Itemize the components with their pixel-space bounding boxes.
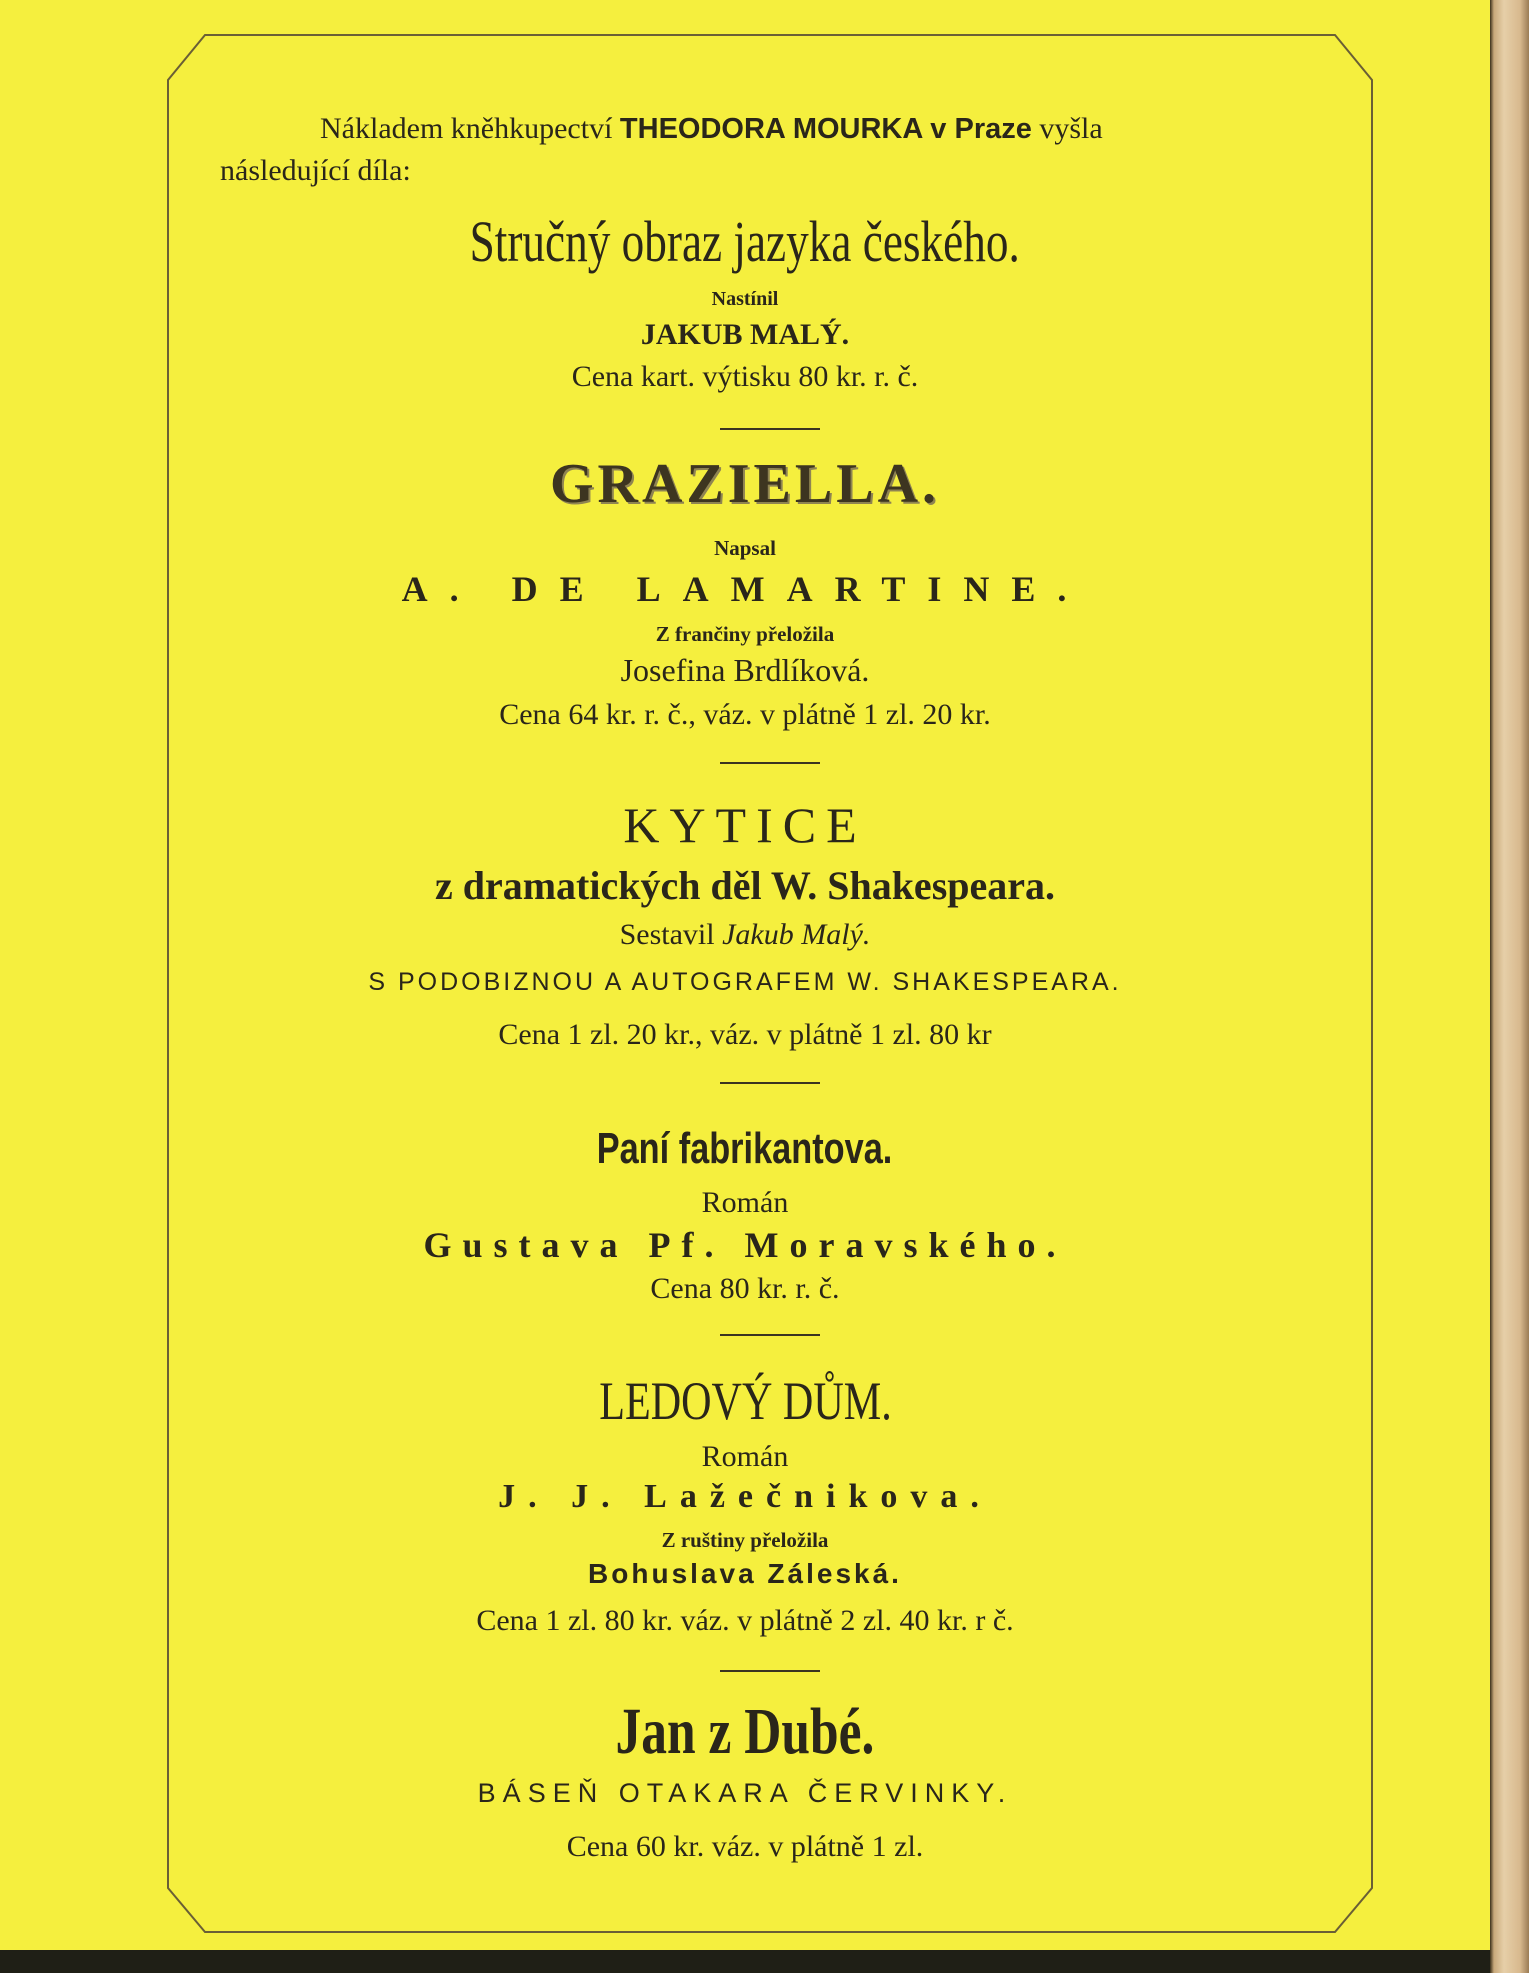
book-1-credit-label: Nastínil <box>711 288 779 310</box>
book-1-author: JAKUB MALÝ. <box>640 318 850 351</box>
book-2-title: GRAZIELLA. <box>549 453 941 515</box>
divider-3 <box>720 1082 820 1084</box>
book-5-price: Cena 1 zl. 80 kr. váz. v plátně 2 zl. 40 kr. r č. <box>476 1604 1014 1637</box>
book-4-genre: Román <box>701 1186 789 1219</box>
book-1-title: Stručný obraz jazyka českého. <box>469 209 1021 274</box>
book-6-title: Jan z Dubé. <box>615 1695 875 1768</box>
book-6-price: Cena 60 kr. váz. v plátně 1 zl. <box>566 1830 924 1863</box>
book-4-price: Cena 80 kr. r. č. <box>650 1272 840 1305</box>
book-5-author: J. J. Lažečnikova. <box>498 1478 992 1515</box>
publisher-line-start: Nákladem kněhkupectví <box>320 112 613 145</box>
book-3-note: S PODOBIZNOU A AUTOGRAFEM W. SHAKESPEARA. <box>368 968 1122 996</box>
book-3-credit-label: Sestavil <box>619 918 715 951</box>
book-5-title: LEDOVÝ DŮM. <box>598 1371 892 1431</box>
divider-4 <box>720 1334 820 1336</box>
divider-1 <box>720 428 820 430</box>
book-5-genre: Román <box>701 1440 789 1473</box>
book-2-credit-label: Napsal <box>714 536 776 560</box>
book-2-translation-label: Z frančiny přeložila <box>655 622 835 646</box>
book-3-price: Cena 1 zl. 20 kr., váz. v plátně 1 zl. 80 kr <box>498 1018 992 1051</box>
book-3-subtitle: z dramatických děl W. Shakespeara. <box>434 863 1056 908</box>
book-3-author: Jakub Malý. <box>722 918 871 951</box>
publisher-name: THEODORA MOURKA v Praze <box>619 113 1032 145</box>
book-2-author: A. DE LAMARTINE. <box>401 569 1089 609</box>
book-6-subtitle: BÁSEŇ OTAKARA ČERVINKY. <box>477 1778 1013 1808</box>
book-2-translator: Josefina Brdlíková. <box>620 652 870 688</box>
publisher-line-2: následující díla: <box>220 154 411 187</box>
book-5-translator: Bohuslava Záleská. <box>588 1558 902 1589</box>
page-edge <box>1490 0 1529 1973</box>
book-3-title: KYTICE <box>623 797 867 853</box>
divider-2 <box>720 762 820 764</box>
publisher-intro <box>220 108 1340 192</box>
book-4-author: Gustava Pf. Moravského. <box>423 1225 1067 1265</box>
book-5-translation-label: Z ruštiny přeložila <box>661 1528 829 1552</box>
book-4-title: Paní fabrikantova. <box>597 1124 893 1173</box>
divider-5 <box>720 1670 820 1672</box>
book-2-price: Cena 64 kr. r. č., váz. v plátně 1 zl. 20 kr. <box>499 698 991 731</box>
scan-border <box>0 1950 1490 1973</box>
book-3-credit <box>0 918 1490 952</box>
book-1-price: Cena kart. výtisku 80 kr. r. č. <box>571 360 919 393</box>
publisher-line-end: vyšla <box>1039 112 1103 145</box>
